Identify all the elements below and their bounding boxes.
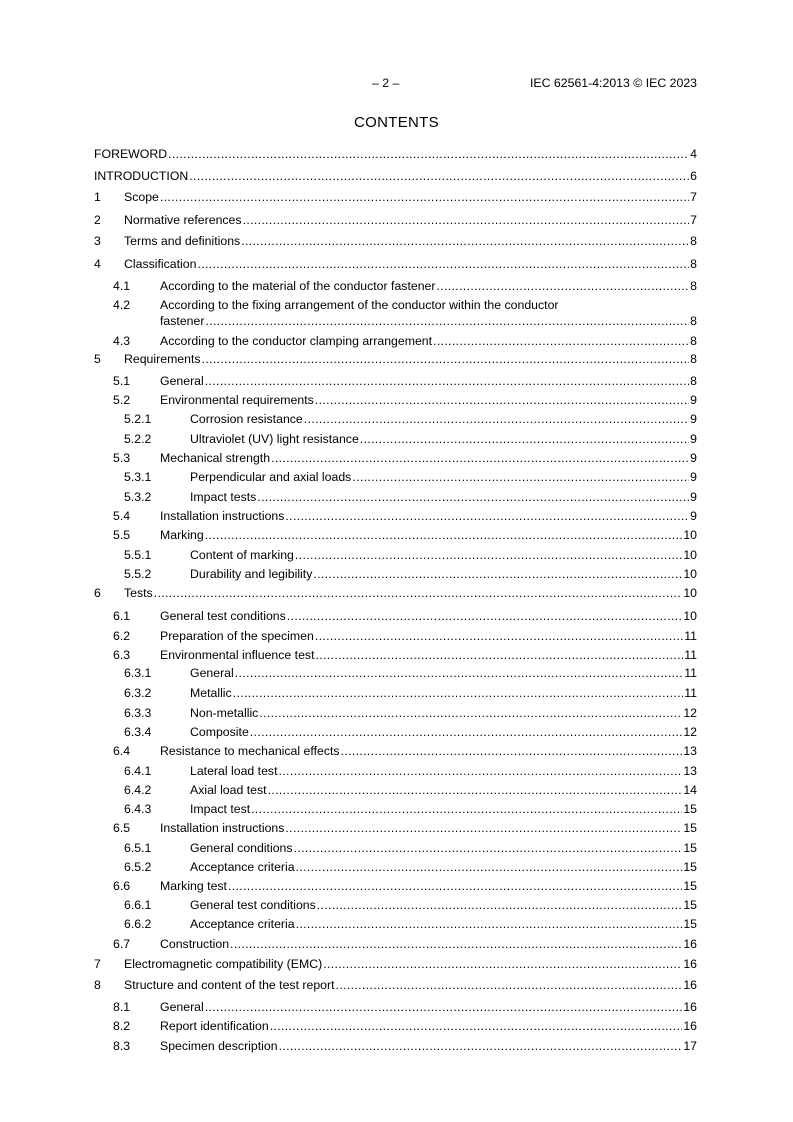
dot-leader [233,685,684,701]
toc-entry-page: 8 [690,352,697,366]
toc-entry-page: 9 [690,490,697,504]
toc-entry-title: FOREWORD [94,147,168,161]
toc-entry-number: 6.3.2 [124,686,152,700]
toc-entry[interactable] [0,936,793,952]
toc-entry-text-line1: According to the fixing arrangement of the conductor within the conductor [160,298,559,312]
dot-leader [313,566,682,582]
toc-entry-page: 4 [690,147,697,161]
dot-leader [230,936,682,952]
toc-entry-number: 5.4 [113,509,131,523]
toc-entry-number: 5.2 [113,393,131,407]
toc-entry-page: 16 [683,978,697,992]
dot-leader [270,1018,683,1034]
toc-entry-number: 6.7 [113,937,131,951]
toc-entry[interactable] [0,392,793,408]
toc-entry-title: According to the material of the conductor fastener [160,279,436,293]
toc-entry-number: 6.3.3 [124,706,152,720]
toc-entry-title: Impact test [190,802,251,816]
dot-leader [433,333,689,349]
dot-leader [189,168,689,184]
toc-entry-title: Specimen description [160,1039,278,1053]
toc-entry-page: 10 [683,567,697,581]
dot-leader [279,763,683,779]
toc-entry-title: Ultraviolet (UV) light resistance [190,432,359,446]
toc-entry[interactable] [0,743,793,759]
toc-entry-page: 15 [683,802,697,816]
toc-entry-number: 5.5 [113,528,131,542]
toc-entry[interactable] [0,1018,793,1034]
toc-entry-title: Marking test [160,879,227,893]
toc-entry-page: 12 [683,706,697,720]
dot-leader [279,1038,683,1054]
toc-entry-page: 9 [690,509,697,523]
toc-entry[interactable] [0,233,793,249]
toc-entry-number: 5 [94,352,101,366]
dot-leader [285,508,689,524]
toc-entry-page: 11 [684,648,697,662]
toc-entry-title: Installation instructions [160,821,285,835]
dot-leader [304,411,689,427]
toc-entry-page: 9 [690,432,697,446]
toc-entry-page: 15 [683,879,697,893]
toc-entry-title: Impact tests [190,490,257,504]
dot-leader [251,801,682,817]
toc-entry-number: 5.2.1 [124,412,152,426]
toc-entry-number: 4 [94,257,101,271]
toc-entry[interactable] [0,724,793,740]
toc-entry-title: Tests [124,586,153,600]
toc-entry-number: 6.2 [113,629,131,643]
toc-entry-title: Environmental influence test [160,648,315,662]
toc-entry-page: 9 [690,470,697,484]
toc-entry[interactable] [0,566,793,582]
toc-entry-number: 2 [94,213,101,227]
toc-entry[interactable] [0,782,793,798]
document-id: IEC 62561-4:2013 © IEC 2023 [530,76,697,90]
toc-entry-number: 1 [94,190,101,204]
dot-leader [336,977,683,993]
toc-entry-title: Report identification [160,1019,269,1033]
dot-leader [315,647,683,663]
toc-entry[interactable] [0,801,793,817]
dot-leader [268,782,683,798]
dot-leader [317,897,683,913]
dot-leader [287,608,683,624]
toc-entry-page: 8 [690,234,697,248]
toc-entry-title: Lateral load test [190,764,278,778]
toc-entry-title: Scope [124,190,159,204]
toc-entry-number: 6.5.2 [124,860,152,874]
toc-entry-number: 5.2.2 [124,432,152,446]
toc-entry-title: Corrosion resistance [190,412,303,426]
toc-entry-page: 9 [690,393,697,407]
dot-leader [154,585,683,601]
toc-entry-page: 8 [690,279,697,293]
toc-entry-number: 5.5.1 [124,548,152,562]
toc-entry[interactable] [0,469,793,485]
dot-leader [360,431,689,447]
page-number: – 2 – [372,76,400,90]
toc-entry-number: 6.6.2 [124,917,152,931]
dot-leader [323,956,682,972]
toc-entry[interactable] [0,897,793,913]
toc-entry-page: 11 [684,629,697,643]
toc-entry[interactable] [0,1038,793,1054]
dot-leader [205,373,689,389]
toc-entry-title: Acceptance criteria [190,917,295,931]
toc-entry-number: 5.1 [113,374,131,388]
toc-entry-page: 17 [683,1039,697,1053]
toc-entry-number: 8 [94,978,101,992]
toc-entry-title: Acceptance criteria [190,860,295,874]
toc-entry-page: 15 [683,898,697,912]
toc-entry[interactable] [0,489,793,505]
toc-entry[interactable] [0,278,793,294]
toc-entry-title: General [160,1000,204,1014]
toc-entry-title: General conditions [190,841,293,855]
toc-entry-number: 6.5 [113,821,131,835]
dot-leader [202,351,690,367]
toc-entry-title: Classification [124,257,197,271]
toc-entry-page: 10 [683,548,697,562]
dot-leader [257,489,689,505]
toc-entry-title: General test conditions [190,898,316,912]
toc-entry-number: 6.4.3 [124,802,152,816]
dot-leader [228,878,682,894]
toc-entry-title: Normative references [124,213,242,227]
toc-entry[interactable] [0,450,793,466]
dot-leader [205,527,683,543]
toc-entry-page: 13 [683,764,697,778]
toc-entry-number: 6.5.1 [124,841,152,855]
dot-leader [296,916,683,932]
contents-title: CONTENTS [354,114,439,131]
dot-leader [295,547,682,563]
dot-leader [205,999,683,1015]
toc-entry[interactable] [0,685,793,701]
toc-entry[interactable] [0,608,793,624]
toc-entry-title: INTRODUCTION [94,169,189,183]
toc-entry-number: 4.2 [113,298,131,312]
toc-entry-title: General [160,374,204,388]
toc-entry-page: 15 [683,821,697,835]
toc-entry-number: 5.3 [113,451,131,465]
toc-entry-page: 15 [683,917,697,931]
toc-entry-page: 6 [690,169,697,183]
toc-entry-page: 10 [683,586,697,600]
dot-leader [250,724,683,740]
toc-entry-title: fastener [160,314,205,328]
toc-entry-number: 6 [94,586,101,600]
toc-entry[interactable] [0,411,793,427]
toc-entry-title: Installation instructions [160,509,285,523]
toc-entry-number: 6.6 [113,879,131,893]
dot-leader [241,233,689,249]
toc-entry[interactable] [0,840,793,856]
toc-entry-number: 6.3.1 [124,666,152,680]
toc-entry[interactable] [0,146,793,162]
toc-entry[interactable] [0,665,793,681]
toc-entry-number: 6.3.4 [124,725,152,739]
dot-leader [294,840,683,856]
dot-leader [436,278,689,294]
toc-entry-page: 10 [683,528,697,542]
dot-leader [352,469,689,485]
dot-leader [160,189,689,205]
toc-entry[interactable] [0,647,793,663]
toc-entry-title: Environmental requirements [160,393,314,407]
toc-entry-page: 7 [690,213,697,227]
toc-entry-page: 11 [684,666,697,680]
toc-entry-number: 6.4.1 [124,764,152,778]
dot-leader [235,665,683,681]
toc-entry[interactable] [0,916,793,932]
toc-entry-number: 5.5.2 [124,567,152,581]
toc-entry-title: Construction [160,937,230,951]
toc-entry[interactable] [0,212,793,228]
toc-entry-page: 8 [690,257,697,271]
toc-entry-title: Axial load test [190,783,267,797]
dot-leader [259,705,682,721]
toc-entry-page: 16 [683,937,697,951]
toc-entry-page: 16 [683,957,697,971]
toc-entry-page: 15 [683,841,697,855]
dot-leader [271,450,689,466]
toc-entry-title: Content of marking [190,548,294,562]
toc-entry-title: According to the conductor clamping arrangement [160,334,433,348]
toc-entry[interactable] [0,977,793,993]
toc-entry-page: 7 [690,190,697,204]
toc-entry-number: 6.4 [113,744,131,758]
toc-entry-page: 9 [690,451,697,465]
toc-entry-number: 6.4.2 [124,783,152,797]
toc-entry-title: Marking [160,528,204,542]
toc-entry-page: 14 [683,783,697,797]
toc-entry-page: 8 [690,374,697,388]
toc-entry[interactable] [0,189,793,205]
toc-entry[interactable] [0,763,793,779]
toc-entry-number: 4.3 [113,334,131,348]
dot-leader [285,820,682,836]
toc-entry[interactable] [0,333,793,349]
toc-entry[interactable] [0,999,793,1015]
toc-entry[interactable] [0,431,793,447]
toc-entry[interactable] [0,373,793,389]
dot-leader [315,392,689,408]
toc-entry-title: Mechanical strength [160,451,271,465]
toc-entry-title: Requirements [124,352,201,366]
toc-entry-title: Durability and legibility [190,567,313,581]
toc-entry-title: Composite [190,725,249,739]
toc-entry-title: Terms and definitions [124,234,241,248]
toc-entry-page: 15 [683,860,697,874]
toc-entry-number: 3 [94,234,101,248]
toc-entry-number: 6.1 [113,609,131,623]
toc-entry-page: 8 [690,314,697,328]
toc-entry[interactable] [0,351,793,367]
dot-leader [197,256,689,272]
dot-leader [205,313,689,329]
toc-entry-title: Resistance to mechanical effects [160,744,340,758]
toc-entry-title: Non-metallic [190,706,259,720]
dot-leader [341,743,683,759]
toc-entry-page: 10 [683,609,697,623]
toc-entry[interactable] [0,859,793,875]
toc-entry[interactable] [0,820,793,836]
toc-entry-number: 5.3.2 [124,490,152,504]
toc-entry[interactable] [0,878,793,894]
toc-entry[interactable] [0,585,793,601]
toc-entry-number: 6.3 [113,648,131,662]
toc-entry-page: 13 [683,744,697,758]
toc-entry-page: 16 [683,1019,697,1033]
toc-entry-number: 4.1 [113,279,131,293]
toc-entry-number: 5.3.1 [124,470,152,484]
toc-entry[interactable] [0,956,793,972]
toc-entry[interactable] [0,508,793,524]
toc-entry-title: General test conditions [160,609,286,623]
toc-entry-title: Preparation of the specimen [160,629,314,643]
dot-leader [296,859,683,875]
toc-entry[interactable] [0,527,793,543]
toc-entry[interactable] [0,297,793,313]
toc-entry-page: 8 [690,334,697,348]
toc-entry-number: 8.3 [113,1039,131,1053]
toc-entry-title: Metallic [190,686,232,700]
toc-entry-title: Structure and content of the test report [124,978,335,992]
toc-entry-page: 12 [683,725,697,739]
toc-entry-number: 7 [94,957,101,971]
toc-entry[interactable] [0,168,793,184]
page-header [0,76,793,92]
toc-entry[interactable] [0,256,793,272]
toc-entry-title: Perpendicular and axial loads [190,470,352,484]
toc-entry-number: 6.6.1 [124,898,152,912]
toc-entry-title: General [190,666,234,680]
dot-leader [168,146,689,162]
toc-entry[interactable] [0,547,793,563]
toc-entry-title: Electromagnetic compatibility (EMC) [124,957,323,971]
toc-entry-number: 8.2 [113,1019,131,1033]
dot-leader [243,212,690,228]
toc-entry[interactable] [0,705,793,721]
dot-leader [315,628,683,644]
toc-entry[interactable] [0,628,793,644]
toc-entry-continuation[interactable] [0,313,793,329]
toc-entry-page: 16 [683,1000,697,1014]
toc-entry-number: 8.1 [113,1000,131,1014]
toc-entry-page: 11 [684,686,697,700]
toc-entry-page: 9 [690,412,697,426]
